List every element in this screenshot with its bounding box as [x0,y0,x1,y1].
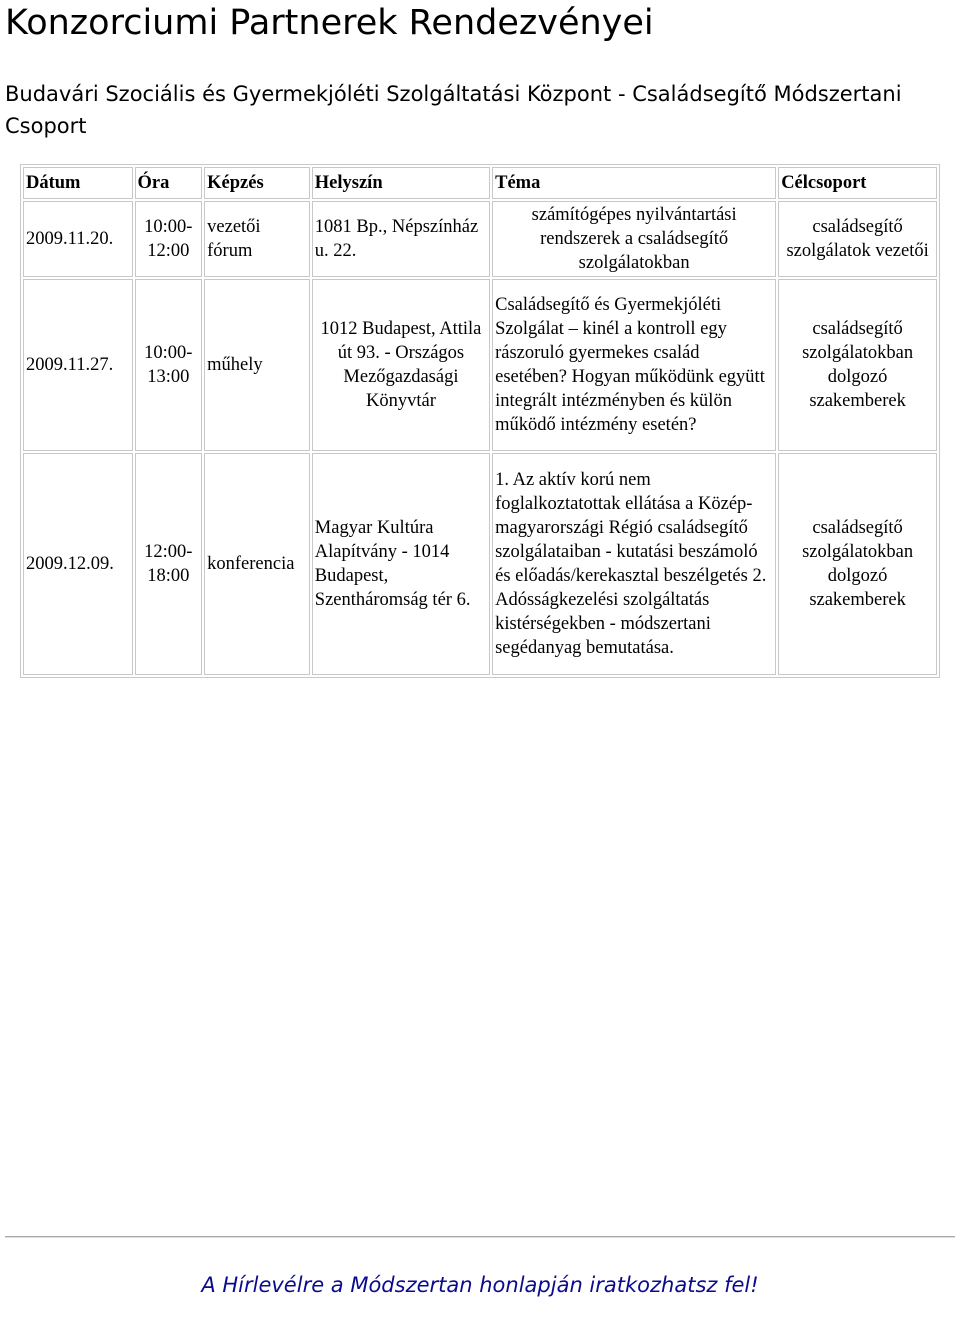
cell-time: 10:00-12:00 [135,201,203,277]
cell-time: 12:00-18:00 [135,453,203,675]
cell-topic: Családsegítő és Gyermekjóléti Szolgálat – kinél a kontroll egy rászoruló gyermekes család esetében? Hogyan működünk együtt integrált intézményben és külön működő intézmény esetén? [492,279,776,451]
header-training: Képzés [204,167,310,199]
header-target-group: Célcsoport [778,167,937,199]
events-table [20,164,940,678]
horizontal-divider [5,1236,955,1238]
newsletter-signup-link[interactable]: A Hírlevélre a Módszertan honlapján iratkozhatsz fel! [201,1273,759,1297]
page-title: Konzorciumi Partnerek Rendezvényei [5,3,654,43]
cell-topic: számítógépes nyilvántartási rendszerek a családsegítő szolgálatokban [492,201,776,277]
table-row [23,279,937,451]
header-date: Dátum [23,167,133,199]
cell-topic: 1. Az aktív korú nem foglalkoztatottak ellátása a Közép-magyarországi Régió családsegítő szolgálataiban - kutatási beszámoló és előadás/kerekasztal beszélgetés 2. Adósságkezelési szolgáltatás kistérségekben - módszertani segédanyag bemutatása. [492,453,776,675]
cell-training: konferencia [204,453,310,675]
cell-time: 10:00-13:00 [135,279,203,451]
header-topic: Téma [492,167,776,199]
header-time: Óra [135,167,203,199]
cell-target-group: családsegítő szolgálatokban dolgozó szakemberek [778,453,937,675]
cell-location: 1081 Bp., Népszínház u. 22. [312,201,490,277]
cell-date: 2009.12.09. [23,453,133,675]
page-subtitle: Budavári Szociális és Gyermekjóléti Szolgáltatási Központ - Családsegítő Módszertani Csoport [5,82,902,138]
cell-location: Magyar Kultúra Alapítvány - 1014 Budapest, Szentháromság tér 6. [312,453,490,675]
header-location: Helyszín [312,167,490,199]
table-header-row [23,167,937,199]
cell-date: 2009.11.27. [23,279,133,451]
cell-date: 2009.11.20. [23,201,133,277]
cell-target-group: családsegítő szolgálatokban dolgozó szakemberek [778,279,937,451]
cell-training: vezetői fórum [204,201,310,277]
cell-target-group: családsegítő szolgálatok vezetői [778,201,937,277]
table-row [23,201,937,277]
cell-training: műhely [204,279,310,451]
table-row [23,453,937,675]
cell-location: 1012 Budapest, Attila út 93. - Országos Mezőgazdasági Könyvtár [312,279,490,451]
